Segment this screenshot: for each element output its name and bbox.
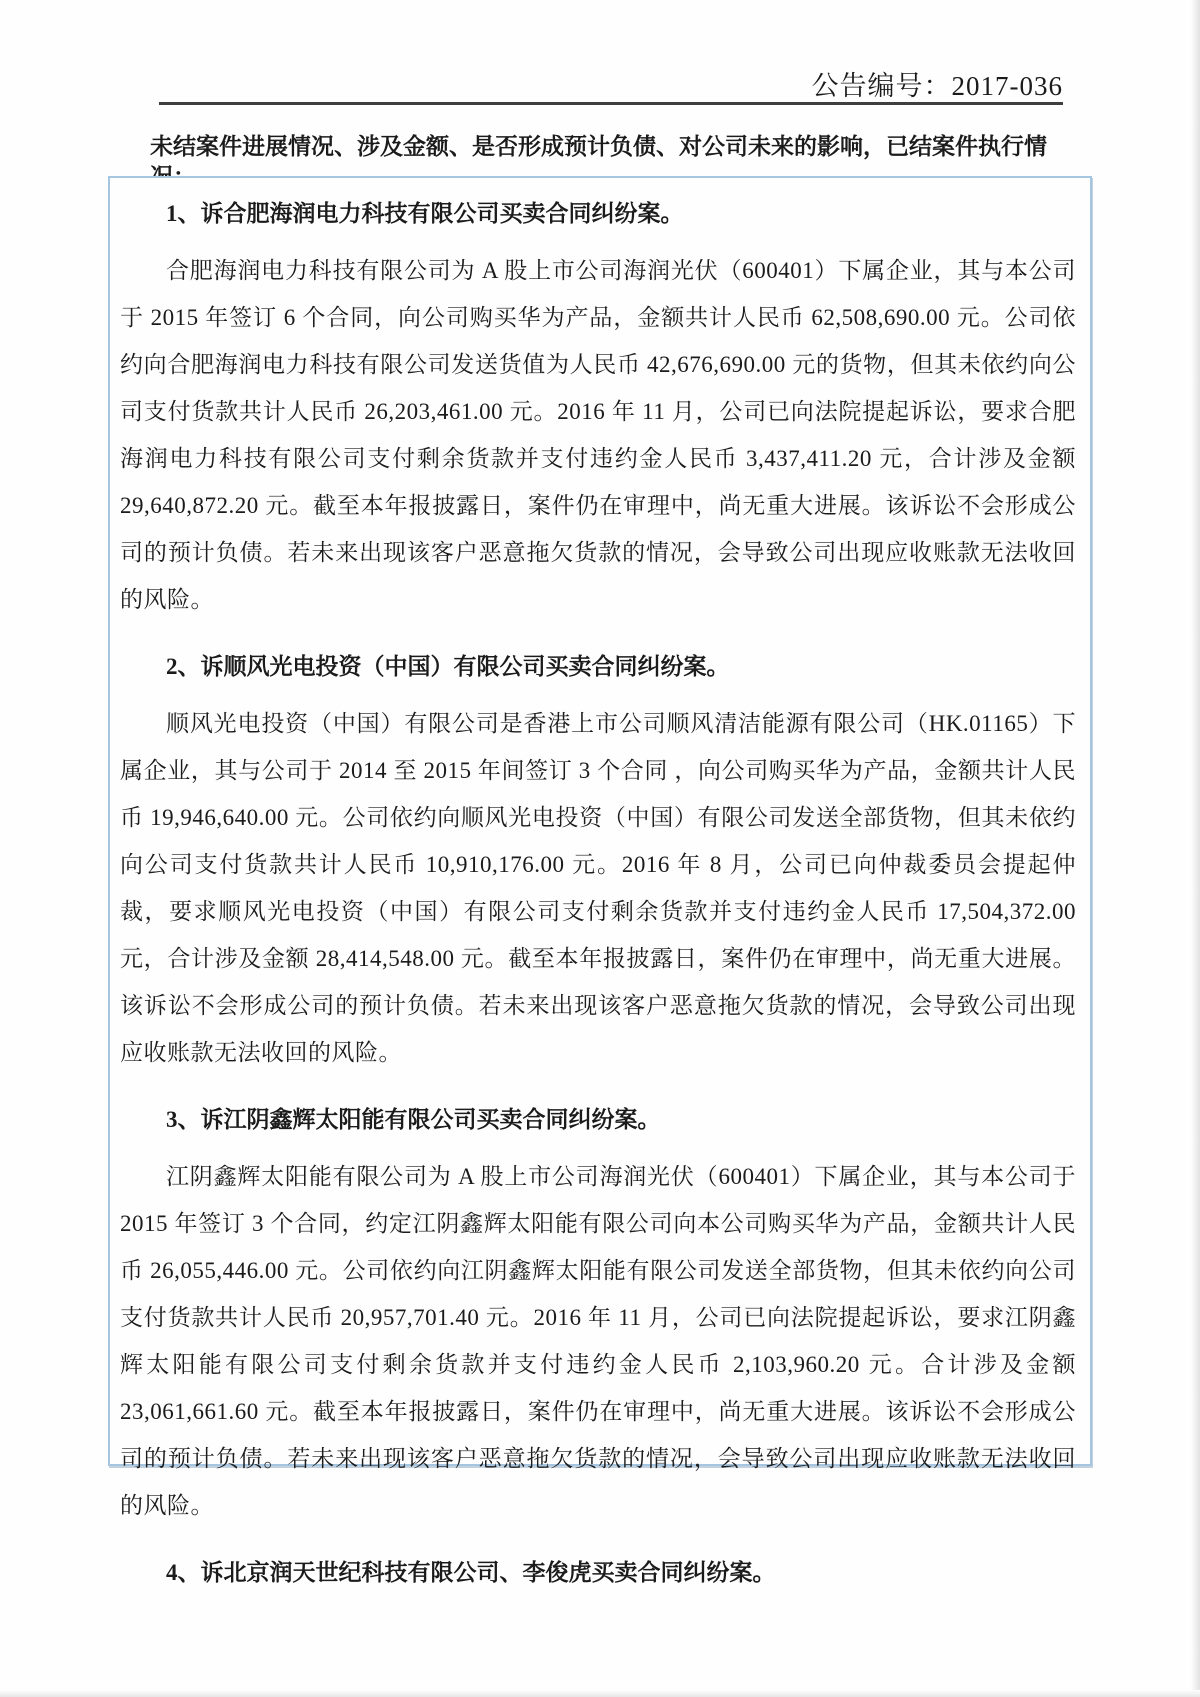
scan-edge-bottom xyxy=(0,1690,1200,1697)
cases-box xyxy=(108,176,1092,1585)
case-2-heading: 2、诉顺风光电投资（中国）有限公司买卖合同纠纷案。 xyxy=(166,654,730,679)
case-2-paragraph: 顺风光电投资（中国）有限公司是香港上市公司顺风清洁能源有限公司（HK.01165）下属企业，其与公司于 2014 至 2015 年间签订 3 个合同 ，向公司购买华为产品，金额共计人民币 19,946,640.00 元。公司依约向顺风光电投资（中国）有限公司发送全部货物，但其未依约向公司支付货款共计人民币 10,910,176.00 元。2016 年 8 月，公司已向仲裁委员会提起仲裁，要求顺风光电投资（中国）有限公司支付剩余货款并支付违约金人民币 17,504,372.00 元，合计涉及金额 28,414,548.00 元。截至本年报披露日，案件仍在审理中，尚无重大进展。该诉讼不会形成公司的预计负债。若未来出现该客户恶意拖欠货款的情况，会导致公司出现应收账款无法收回的风险。 xyxy=(120,711,1077,1065)
intro-line: 未结案件进展情况、涉及金额、是否形成预计负债、对公司未来的影响，已结案件执行情 xyxy=(150,134,1047,159)
announcement-number: 公告编号：2017-036 xyxy=(811,71,1063,101)
scan-edge-right xyxy=(1191,0,1200,1697)
case-4-heading: 4、诉北京润天世纪科技有限公司、李俊虎买卖合同纠纷案。 xyxy=(166,1560,776,1585)
case-1-heading: 1、诉合肥海润电力科技有限公司买卖合同纠纷案。 xyxy=(166,201,684,226)
case-3-paragraph: 江阴鑫辉太阳能有限公司为 A 股上市公司海润光伏（600401）下属企业，其与本公司于 2015 年签订 3 个合同，约定江阴鑫辉太阳能有限公司向本公司购买华为产品，金额共计人民币 26,055,446.00 元。公司依约向江阴鑫辉太阳能有限公司发送全部货物，但其未依约向公司支付货款共计人民币 20,957,701.40 元。2016 年 11 月，公司已向法院提起诉讼，要求江阴鑫辉太阳能有限公司支付剩余货款并支付违约金人民币 2,103,960.20 元。合计涉及金额 23,061,661.60 元。截至本年报披露日，案件仍在审理中，尚无重大进展。该诉讼不会形成公司的预计负债。若未来出现该客户恶意拖欠货款的情况，会导致公司出现应收账款无法收回的风险。 xyxy=(120,1164,1076,1518)
case-3-heading: 3、诉江阴鑫辉太阳能有限公司买卖合同纠纷案。 xyxy=(166,1107,661,1132)
case-1-paragraph: 合肥海润电力科技有限公司为 A 股上市公司海润光伏（600401）下属企业，其与本公司于 2015 年签订 6 个合同，向公司购买华为产品，金额共计人民币 62,508,690.00 元。公司依约向合肥海润电力科技有限公司发送货值为人民币 42,676,690.00 元的货物，但其未依约向公司支付货款共计人民币 26,203,461.00 元。2016 年 11 月，公司已向法院提起诉讼，要求合肥海润电力科技有限公司支付剩余货款并支付违约金人民币 3,437,411.20 元，合计涉及金额 29,640,872.20 元。截至本年报披露日，案件仍在审理中，尚无重大进展。该诉讼不会形成公司的预计负债。若未来出现该客户恶意拖欠货款的情况，会导致公司出现应收账款无法收回的风险。 xyxy=(120,258,1076,612)
header-rule xyxy=(159,102,1063,105)
